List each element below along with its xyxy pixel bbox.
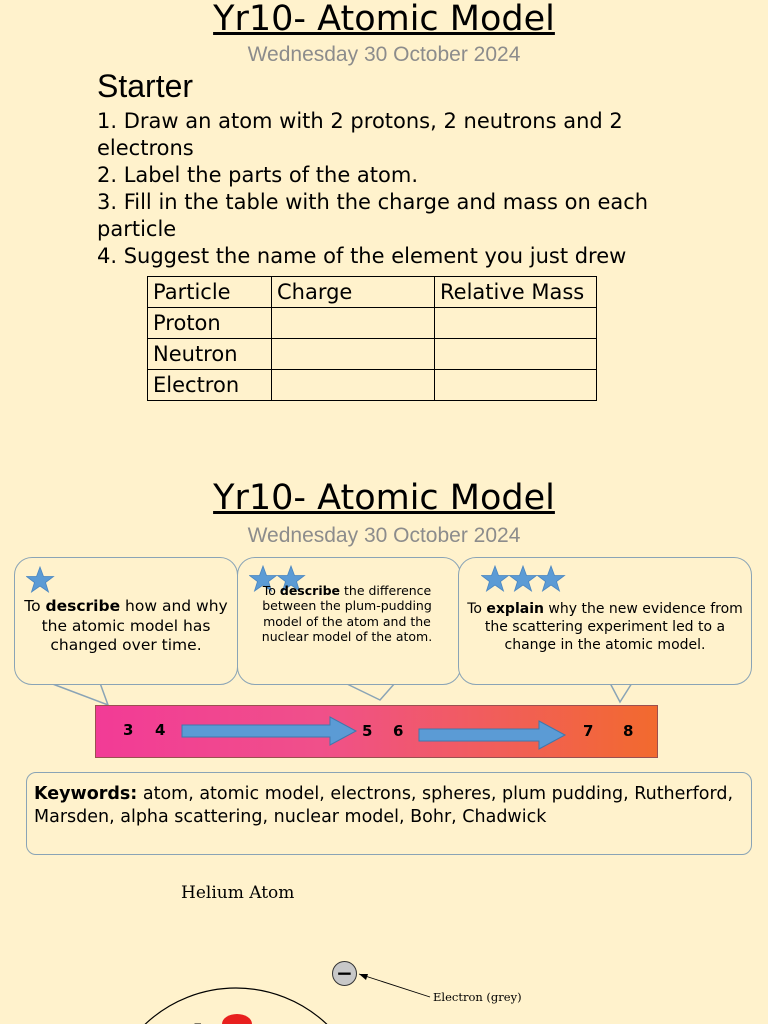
callout-pointer-2 bbox=[345, 683, 395, 700]
keywords-text: atom, atomic model, electrons, spheres, plum pudding, Rutherford, Marsden, alpha scattering, nuclear model, Bohr, Chadwick bbox=[34, 784, 734, 827]
slide2-title: Yr10- Atomic Model bbox=[213, 478, 555, 518]
callout-pointer-1 bbox=[50, 683, 108, 705]
table-cell bbox=[272, 370, 435, 401]
starter-item: 2. Label the parts of the atom. bbox=[97, 163, 418, 187]
starter-list bbox=[97, 108, 657, 270]
arrow-right-icon bbox=[417, 719, 569, 751]
table-cell bbox=[435, 370, 597, 401]
objective-text-1: To describe how and why the atomic model has changed over time. bbox=[24, 597, 228, 654]
slide2-date: Wednesday 30 October 2024 bbox=[247, 524, 521, 547]
slide1-title: Yr10- Atomic Model bbox=[213, 0, 555, 39]
keywords-label: Keywords: bbox=[34, 784, 138, 804]
table-cell: Proton bbox=[148, 308, 272, 339]
grade-label: 6 bbox=[393, 722, 404, 740]
particle-table bbox=[147, 276, 597, 401]
table-header: Relative Mass bbox=[435, 277, 597, 308]
table-cell bbox=[272, 308, 435, 339]
starter-item: 4. Suggest the name of the element you just drew bbox=[97, 244, 627, 268]
grade-label: 7 bbox=[583, 722, 594, 740]
helium-atom-diagram bbox=[0, 900, 768, 1024]
starter-item: 3. Fill in the table with the charge and mass on each particle bbox=[97, 190, 649, 241]
label-pointer-line bbox=[359, 974, 430, 997]
starter-heading: Starter bbox=[97, 68, 194, 104]
slide1-date: Wednesday 30 October 2024 bbox=[247, 43, 521, 66]
table-cell: Electron bbox=[148, 370, 272, 401]
arrow-right-icon bbox=[180, 715, 360, 747]
table-row bbox=[148, 370, 597, 401]
grade-label: 4 bbox=[155, 721, 166, 739]
three-stars-icon bbox=[481, 565, 567, 593]
table-cell: Neutron bbox=[148, 339, 272, 370]
table-row bbox=[148, 308, 597, 339]
grade-label: 3 bbox=[123, 721, 134, 739]
objective-text-2: To describe the difference between the plum-pudding model of the atom and the nuclear model of the atom. bbox=[261, 583, 433, 644]
objective-text-3: To explain why the new evidence from the scattering experiment led to a change in the atomic model. bbox=[467, 601, 743, 653]
figure-title: Helium Atom bbox=[181, 883, 295, 903]
grade-label: 8 bbox=[623, 722, 634, 740]
arrowhead-icon bbox=[359, 974, 368, 980]
table-cell bbox=[435, 339, 597, 370]
table-row bbox=[148, 339, 597, 370]
proton-ball bbox=[222, 1014, 252, 1024]
electron-label: Electron (grey) bbox=[433, 990, 522, 1004]
table-header: Particle bbox=[148, 277, 272, 308]
grade-label: 5 bbox=[362, 722, 373, 740]
electron-icon: − bbox=[332, 961, 357, 986]
callout-pointer-3 bbox=[610, 683, 632, 702]
table-cell bbox=[272, 339, 435, 370]
star-icon bbox=[26, 566, 56, 594]
table-cell bbox=[435, 308, 597, 339]
table-header: Charge bbox=[272, 277, 435, 308]
keywords-box bbox=[26, 772, 752, 855]
table-header-row bbox=[148, 277, 597, 308]
starter-item: 1. Draw an atom with 2 protons, 2 neutrons and 2 electrons bbox=[97, 109, 623, 160]
